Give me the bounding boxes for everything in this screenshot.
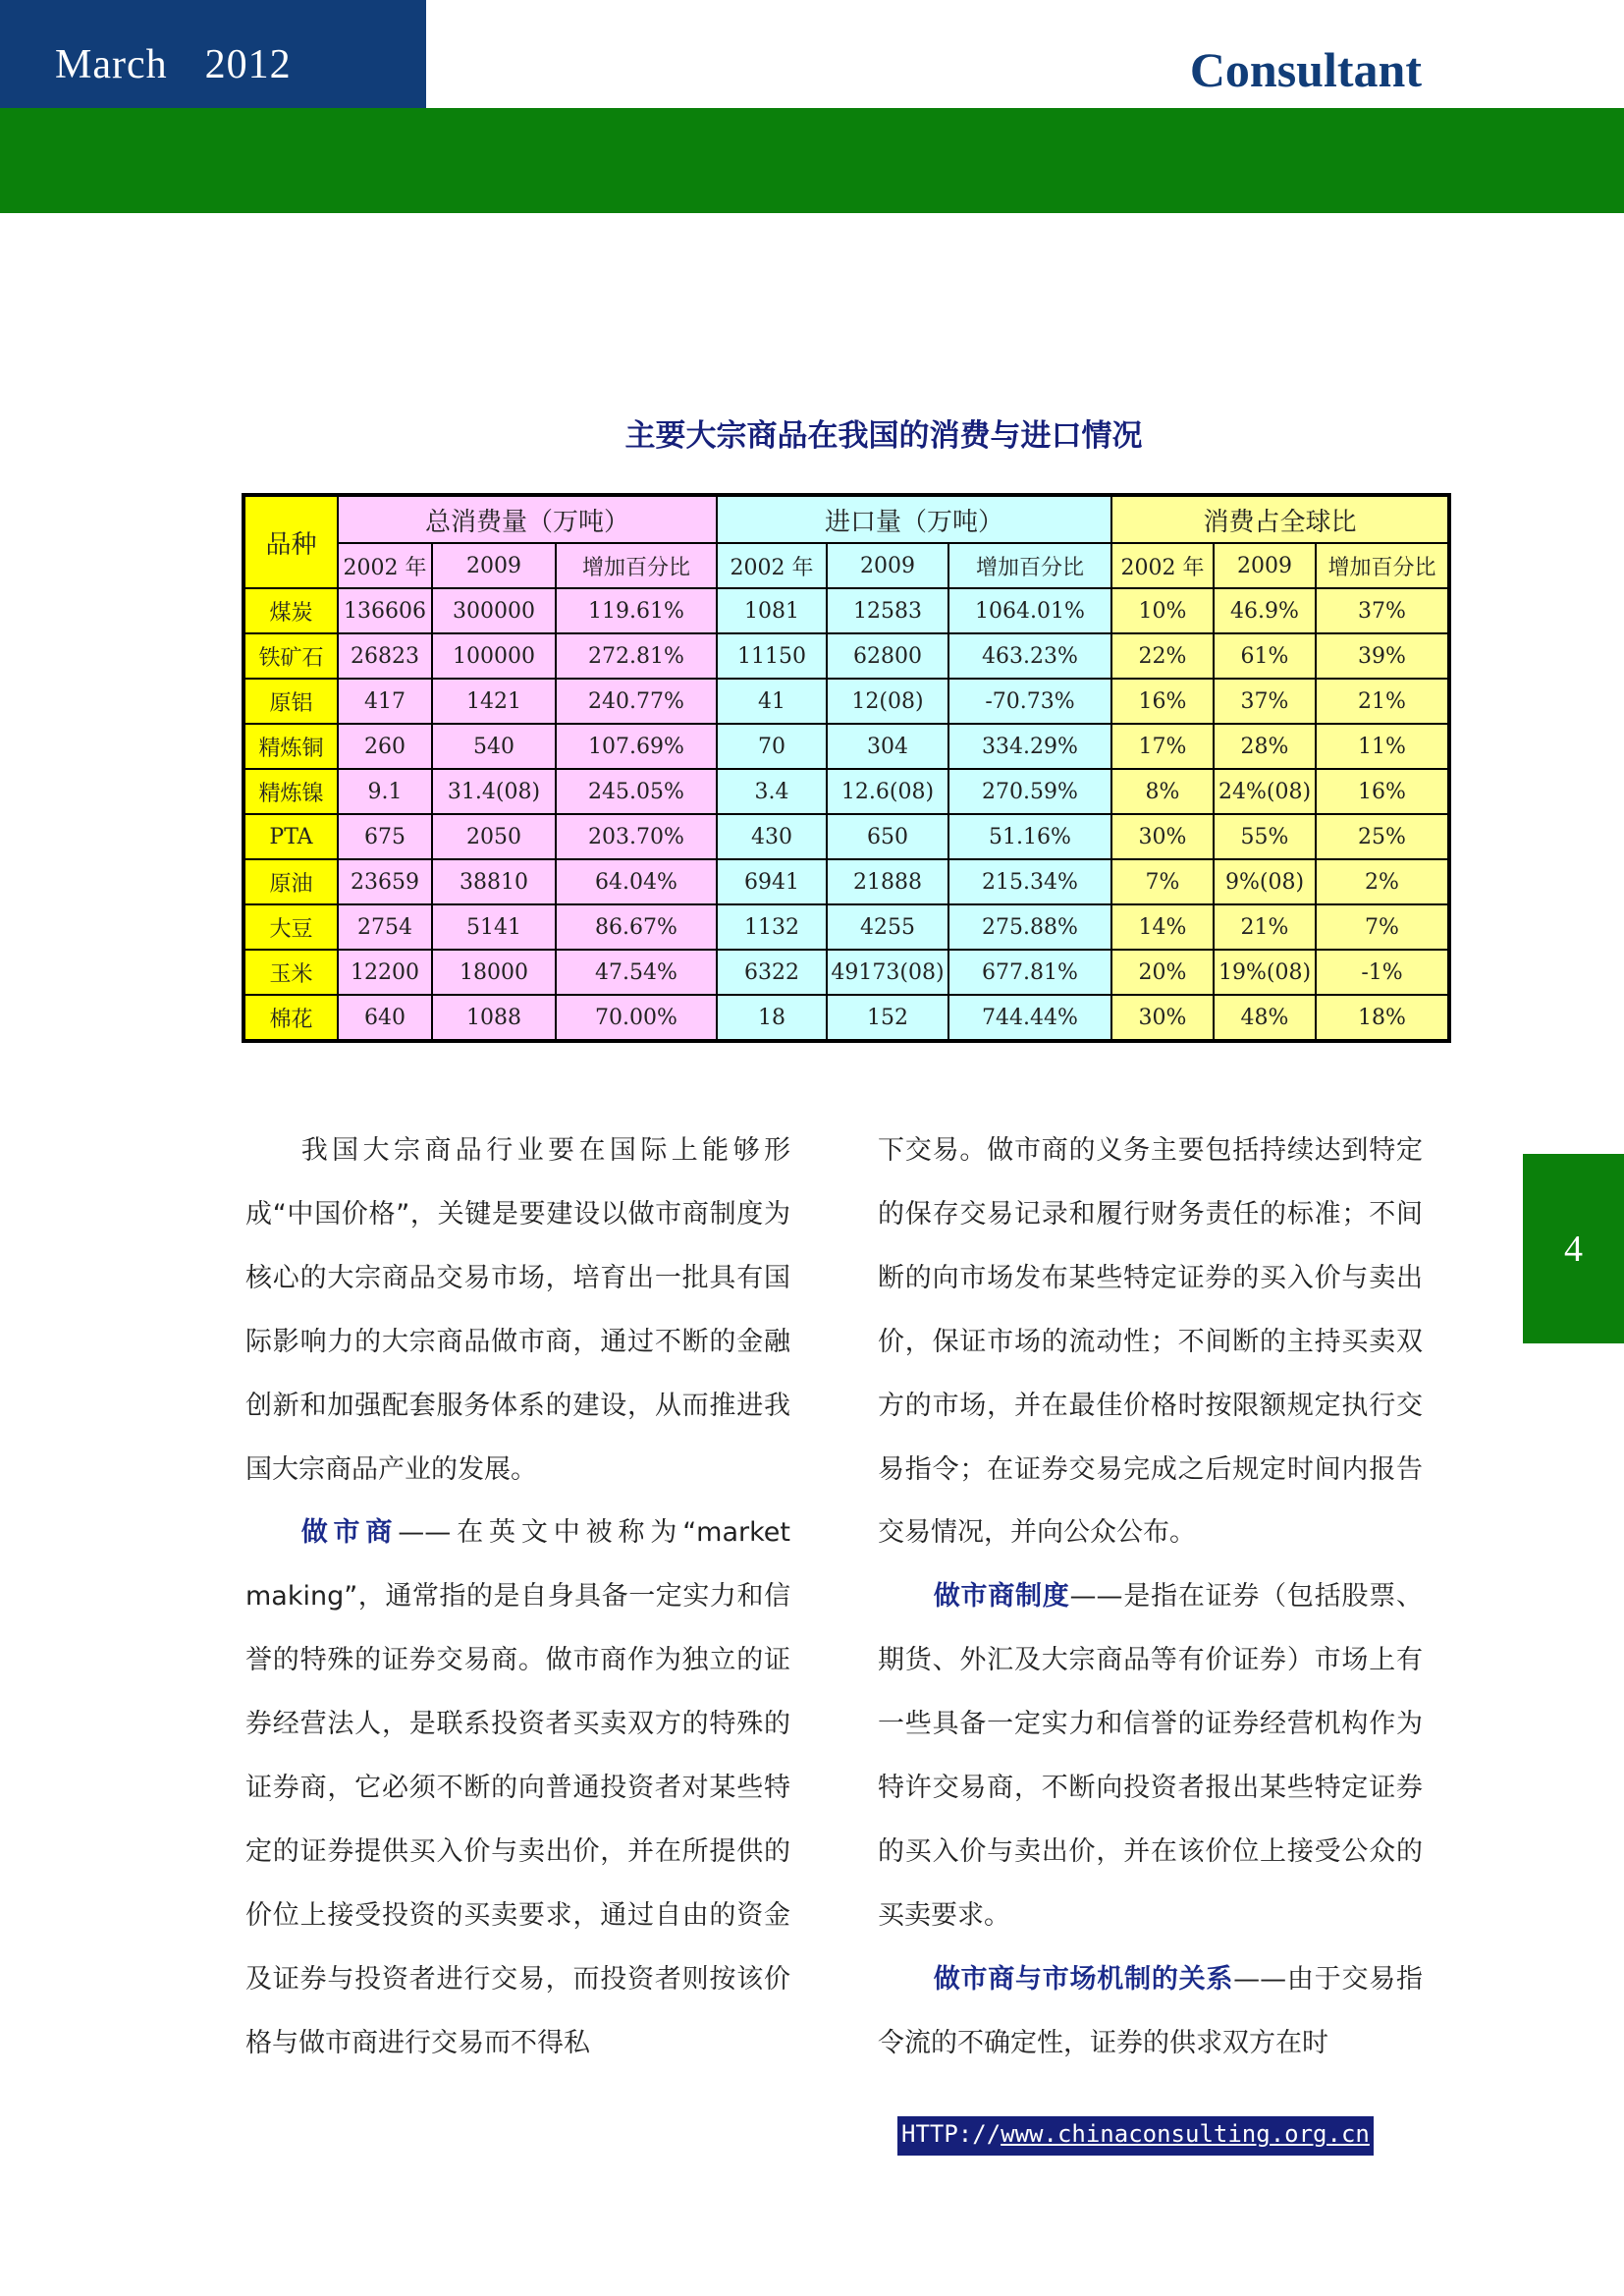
table-cell: 70 [717, 724, 827, 769]
header-month: March [55, 42, 168, 87]
page-number-tab: 4 [1523, 1154, 1624, 1343]
table-cell: 25% [1316, 814, 1449, 859]
group-header-import: 进口量（万吨） [717, 495, 1111, 543]
subheader: 2009 [1214, 543, 1316, 588]
table-cell: 21% [1214, 904, 1316, 950]
table-row [244, 950, 1449, 995]
table-cell: 46.9% [1214, 588, 1316, 633]
footer-url[interactable] [897, 2116, 1374, 2156]
table-cell: 9%(08) [1214, 859, 1316, 904]
header-variety: 品种 [244, 495, 338, 588]
table-cell: 31.4(08) [432, 769, 556, 814]
commodity-name-cell: 棉花 [244, 995, 338, 1041]
table-cell: 650 [827, 814, 948, 859]
commodity-name-cell: 精炼镍 [244, 769, 338, 814]
table-cell: 12.6(08) [827, 769, 948, 814]
table-cell: 62800 [827, 633, 948, 679]
table-cell: 675 [338, 814, 432, 859]
table-cell: 41 [717, 679, 827, 724]
table-row [244, 904, 1449, 950]
table-cell: 6322 [717, 950, 827, 995]
subheader: 2002 年 [717, 543, 827, 588]
table-cell: 3.4 [717, 769, 827, 814]
table-cell: 38810 [432, 859, 556, 904]
paragraph-text: ——是指在证券（包括股票、期货、外汇及大宗商品等有价证券）市场上有一些具备一定实力和信誉的证券经营机构作为特许交易商，不断向投资者报出某些特定证券的买入价与卖出价，并在该价位上接受公众的买卖要求。 [878, 1581, 1424, 1931]
commodity-table [242, 493, 1451, 1043]
table-cell: 48% [1214, 995, 1316, 1041]
table-cell: 12200 [338, 950, 432, 995]
table-cell: 304 [827, 724, 948, 769]
paragraph: 下交易。做市商的义务主要包括持续达到特定的保存交易记录和履行财务责任的标准；不间断的向市场发布某些特定证券的买入价与卖出价，保证市场的流动性；不间断的主持买卖双方的市场，并在最佳价格时按限额规定执行交易指令；在证券交易完成之后规定时间内报告交易情况，并向公众公布。 [878, 1135, 1423, 1549]
table-cell: 10% [1111, 588, 1214, 633]
table-cell: 6941 [717, 859, 827, 904]
table-cell: 540 [432, 724, 556, 769]
table-row [244, 588, 1449, 633]
article-column-right [878, 1120, 1423, 2076]
table-cell: 30% [1111, 995, 1214, 1041]
commodity-name-cell: 铁矿石 [244, 633, 338, 679]
table-cell: 7% [1111, 859, 1214, 904]
table-cell: 14% [1111, 904, 1214, 950]
table-cell: 64.04% [556, 859, 717, 904]
table-cell: 61% [1214, 633, 1316, 679]
term-market-maker-system: 做市商制度 [933, 1581, 1070, 1613]
header-year: 2012 [204, 42, 292, 87]
table-cell: 16% [1316, 769, 1449, 814]
table-row [244, 814, 1449, 859]
table-cell: 12(08) [827, 679, 948, 724]
commodity-name-cell: 煤炭 [244, 588, 338, 633]
paragraph-text: ——由于交易指令流的不确定性，证券的供求双方在时 [878, 1963, 1424, 2058]
term-market-maker: 做市商 [300, 1517, 399, 1549]
table-cell: 16% [1111, 679, 1214, 724]
table-cell: 39% [1316, 633, 1449, 679]
table-cell: 334.29% [948, 724, 1111, 769]
table-cell: 1064.01% [948, 588, 1111, 633]
table-cell: 136606 [338, 588, 432, 633]
table-row [244, 679, 1449, 724]
table-cell: -1% [1316, 950, 1449, 995]
table-cell: -70.73% [948, 679, 1111, 724]
paragraph: 我国大宗商品行业要在国际上能够形成“中国价格”，关键是要建设以做市商制度为核心的大宗商品交易市场，培育出一批具有国际影响力的大宗商品做市商，通过不断的金融创新和加强配套服务体系的建设，从而推进我国大宗商品产业的发展。 [245, 1135, 790, 1485]
table-cell: 21888 [827, 859, 948, 904]
paragraph [878, 1948, 1423, 2076]
table-cell: 24%(08) [1214, 769, 1316, 814]
table-cell: 7% [1316, 904, 1449, 950]
group-header-global-share: 消费占全球比 [1111, 495, 1449, 543]
table-cell: 430 [717, 814, 827, 859]
table-cell: 300000 [432, 588, 556, 633]
paragraph [878, 1565, 1423, 1947]
table-cell: 4255 [827, 904, 948, 950]
article-column-left [245, 1120, 790, 2076]
table-cell: 18 [717, 995, 827, 1041]
term-market-mechanism: 做市商与市场机制的关系 [933, 1963, 1234, 1995]
table-cell: 37% [1214, 679, 1316, 724]
header-date-block [0, 0, 426, 108]
commodity-name-cell: 玉米 [244, 950, 338, 995]
table-cell: 119.61% [556, 588, 717, 633]
url-link[interactable]: www.chinaconsulting.org.cn [1001, 2120, 1370, 2148]
table-cell: 21% [1316, 679, 1449, 724]
table-cell: 37% [1316, 588, 1449, 633]
table-cell: 28% [1214, 724, 1316, 769]
url-prefix: HTTP:// [901, 2120, 1001, 2148]
subheader: 2009 [432, 543, 556, 588]
commodity-name-cell: PTA [244, 814, 338, 859]
table-cell: 18% [1316, 995, 1449, 1041]
subheader: 2002 年 [338, 543, 432, 588]
table-title: 主要大宗商品在我国的消费与进口情况 [624, 418, 1143, 454]
commodity-name-cell: 原铝 [244, 679, 338, 724]
subheader: 2009 [827, 543, 948, 588]
commodity-name-cell: 原油 [244, 859, 338, 904]
magazine-name: Consultant [1189, 42, 1422, 97]
table-row [244, 995, 1449, 1041]
table-cell: 70.00% [556, 995, 717, 1041]
table-cell: 20% [1111, 950, 1214, 995]
table-cell: 152 [827, 995, 948, 1041]
header-green-band [0, 108, 1624, 213]
subheader: 2002 年 [1111, 543, 1214, 588]
table-cell: 22% [1111, 633, 1214, 679]
table-cell: 463.23% [948, 633, 1111, 679]
subheader: 增加百分比 [948, 543, 1111, 588]
table-cell: 9.1 [338, 769, 432, 814]
table-row [244, 769, 1449, 814]
table-cell: 18000 [432, 950, 556, 995]
table-cell: 2754 [338, 904, 432, 950]
table-cell: 417 [338, 679, 432, 724]
subheader: 增加百分比 [556, 543, 717, 588]
table-cell: 240.77% [556, 679, 717, 724]
table-row [244, 633, 1449, 679]
table-cell: 107.69% [556, 724, 717, 769]
table-cell: 1081 [717, 588, 827, 633]
table-body [244, 588, 1449, 1041]
table-cell: 640 [338, 995, 432, 1041]
table-cell: 272.81% [556, 633, 717, 679]
table-cell: 203.70% [556, 814, 717, 859]
table-cell: 744.44% [948, 995, 1111, 1041]
table-cell: 30% [1111, 814, 1214, 859]
table-cell: 1421 [432, 679, 556, 724]
table-cell: 2% [1316, 859, 1449, 904]
table-cell: 1088 [432, 995, 556, 1041]
table-cell: 8% [1111, 769, 1214, 814]
table-cell: 270.59% [948, 769, 1111, 814]
table-cell: 215.34% [948, 859, 1111, 904]
table-row [244, 859, 1449, 904]
group-header-consumption: 总消费量（万吨） [338, 495, 717, 543]
table-cell: 11% [1316, 724, 1449, 769]
table-cell: 86.67% [556, 904, 717, 950]
table-cell: 23659 [338, 859, 432, 904]
commodity-name-cell: 大豆 [244, 904, 338, 950]
table-cell: 5141 [432, 904, 556, 950]
table-cell: 17% [1111, 724, 1214, 769]
paragraph [245, 1502, 790, 2075]
table-cell: 49173(08) [827, 950, 948, 995]
table-cell: 245.05% [556, 769, 717, 814]
table-cell: 11150 [717, 633, 827, 679]
commodity-name-cell: 精炼铜 [244, 724, 338, 769]
table-cell: 26823 [338, 633, 432, 679]
table-cell: 260 [338, 724, 432, 769]
table-cell: 100000 [432, 633, 556, 679]
table-cell: 2050 [432, 814, 556, 859]
table-cell: 1132 [717, 904, 827, 950]
table-cell: 55% [1214, 814, 1316, 859]
paragraph-text: ——在英文中被称为“market making”，通常指的是自身具备一定实力和信誉的特殊的证券交易商。做市商作为独立的证券经营法人，是联系投资者买卖双方的特殊的证券商，它必须不断的向普通投资者对某些特定的证券提供买入价与卖出价，并在所提供的价位上接受投资的买卖要求，通过自由的资金及证券与投资者进行交易，而投资者则按该价格与做市商进行交易而不得私 [245, 1517, 790, 2058]
table-row [244, 724, 1449, 769]
table-cell: 12583 [827, 588, 948, 633]
table-cell: 677.81% [948, 950, 1111, 995]
table-cell: 51.16% [948, 814, 1111, 859]
table-cell: 275.88% [948, 904, 1111, 950]
subheader: 增加百分比 [1316, 543, 1449, 588]
table-cell: 47.54% [556, 950, 717, 995]
table-cell: 19%(08) [1214, 950, 1316, 995]
